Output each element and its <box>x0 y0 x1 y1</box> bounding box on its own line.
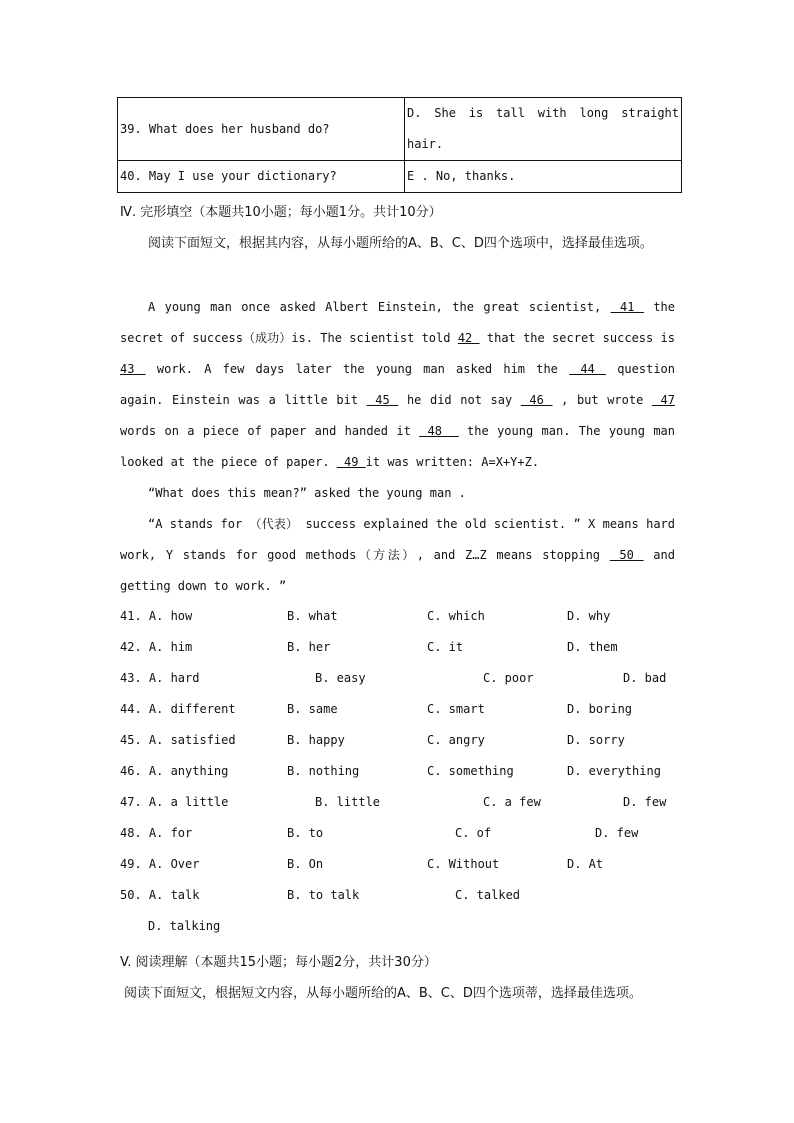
passage-text: again. Einstein was a little bit <box>120 393 359 407</box>
blank-43: 43 <box>120 362 146 376</box>
option-row-41 <box>120 601 680 632</box>
question-40: 40. May I use your dictionary? <box>118 161 405 193</box>
passage-text: work, Y stands for good methods（方法）, and Z…Z means stopping <box>120 548 601 562</box>
passage-line <box>120 354 675 385</box>
option-c: C. which <box>427 609 485 623</box>
option-b: B. what <box>287 609 338 623</box>
blank-48: 48 <box>419 424 459 438</box>
answer-e: E . No, thanks. <box>405 161 682 193</box>
option-a: 46. A. anything <box>120 764 229 778</box>
option-a: 48. A. for <box>120 826 193 840</box>
blank-45: 45 <box>366 393 399 407</box>
passage-text: it was written: A=X+Y+Z. <box>365 455 540 469</box>
matching-table <box>117 97 682 193</box>
blank-42: 42 <box>457 331 480 345</box>
passage-text: work. A few days later the young man asked him the <box>156 362 558 376</box>
passage-text: secret of success（成功）is. The scientist told <box>120 331 451 345</box>
passage-line <box>120 540 675 571</box>
option-a: 45. A. satisfied <box>120 733 236 747</box>
option-a: 49. A. Over <box>120 857 200 871</box>
answer-d-line1: D. She is tall with long straight <box>407 106 679 120</box>
option-row-43 <box>120 663 680 694</box>
passage-text: A young man once asked Albert Einstein, the great scientist, <box>148 300 602 314</box>
question-39: 39. What does her husband do? <box>118 98 405 161</box>
option-c: C. it <box>427 640 464 654</box>
blank-47: 47 <box>651 393 675 407</box>
option-b: B. On <box>287 857 324 871</box>
answer-d <box>405 98 682 161</box>
blank-41: 41 <box>610 300 644 314</box>
option-row-46 <box>120 756 680 787</box>
option-c: C. of <box>455 826 492 840</box>
passage-line <box>120 323 675 354</box>
option-d: D. sorry <box>567 733 625 747</box>
option-d: D. them <box>567 640 618 654</box>
passage-text: he did not say <box>406 393 513 407</box>
section-4-title: Ⅳ. 完形填空（本题共10小题；每小题1分。共计10分） <box>120 205 442 220</box>
table-row <box>118 98 682 161</box>
option-c: C. something <box>427 764 514 778</box>
option-row-48 <box>120 818 680 849</box>
passage-text: that the secret success is <box>486 331 675 345</box>
cloze-passage <box>120 292 675 602</box>
section-5-instruction: 阅读下面短文，根据短文内容，从每小题所给的A、B、C、D四个选项蒂，选择最佳选项。 <box>124 986 642 1001</box>
option-b: B. to talk <box>287 888 360 902</box>
option-a: 43. A. hard <box>120 671 200 685</box>
passage-text: and <box>653 548 675 562</box>
option-d: D. At <box>567 857 604 871</box>
option-d: D. few <box>595 826 639 840</box>
passage-line: “A stands for （代表） success explained the old scientist. ” X means hard <box>148 517 675 531</box>
passage-text: but wrote <box>576 393 644 407</box>
passage-text: the young man. The young man <box>467 424 675 438</box>
passage-text: the <box>653 300 675 314</box>
option-a: 47. A. a little <box>120 795 229 809</box>
blank-50: 50 <box>609 548 644 562</box>
option-a: 50. A. talk <box>120 888 200 902</box>
option-d: D. boring <box>567 702 633 716</box>
option-d: D. bad <box>623 671 667 685</box>
option-b: B. to <box>287 826 324 840</box>
option-row-44 <box>120 694 680 725</box>
option-row-45 <box>120 725 680 756</box>
passage-line <box>120 385 675 416</box>
passage-text: looked at the piece of paper. <box>120 455 330 469</box>
section-4-instruction: 阅读下面短文，根据其内容，从每小题所给的A、B、C、D四个选项中，选择最佳选项。 <box>148 236 653 251</box>
table-row <box>118 161 682 193</box>
passage-text: words on a piece of paper and handed it <box>120 424 411 438</box>
passage-text: , <box>561 393 569 407</box>
option-c: C. a few <box>483 795 541 809</box>
option-c: C. talked <box>455 888 521 902</box>
blank-49: 49 <box>336 455 366 469</box>
option-a: 44. A. different <box>120 702 236 716</box>
option-a: 42. A. him <box>120 640 193 654</box>
option-b: B. happy <box>287 733 345 747</box>
option-row-50 <box>120 880 680 911</box>
option-d: D. few <box>623 795 667 809</box>
option-row-50-wrap <box>120 911 680 942</box>
passage-text: question <box>617 362 675 376</box>
passage-line: “What does this mean?” asked the young man . <box>148 486 466 500</box>
option-b: B. nothing <box>287 764 360 778</box>
option-row-49 <box>120 849 680 880</box>
option-a: 41. A. how <box>120 609 193 623</box>
passage-line: getting down to work. ” <box>120 579 287 593</box>
option-c: C. Without <box>427 857 500 871</box>
option-b: B. same <box>287 702 338 716</box>
option-c: C. angry <box>427 733 485 747</box>
option-b: B. easy <box>315 671 366 685</box>
option-c: C. poor <box>483 671 534 685</box>
option-row-42 <box>120 632 680 663</box>
option-c: C. smart <box>427 702 485 716</box>
passage-line <box>120 292 675 323</box>
option-d: D. talking <box>148 919 221 933</box>
option-d: D. everything <box>567 764 661 778</box>
option-d: D. why <box>567 609 611 623</box>
option-b: B. little <box>315 795 381 809</box>
blank-44: 44 <box>569 362 606 376</box>
answer-options <box>120 601 680 942</box>
option-b: B. her <box>287 640 331 654</box>
section-5-title: V. 阅读理解（本题共15小题；每小题2分，共计30分） <box>120 955 437 970</box>
blank-46: 46 <box>520 393 553 407</box>
option-row-47 <box>120 787 680 818</box>
answer-d-line2: hair. <box>407 137 444 151</box>
passage-line <box>120 447 675 478</box>
passage-line <box>120 416 675 447</box>
